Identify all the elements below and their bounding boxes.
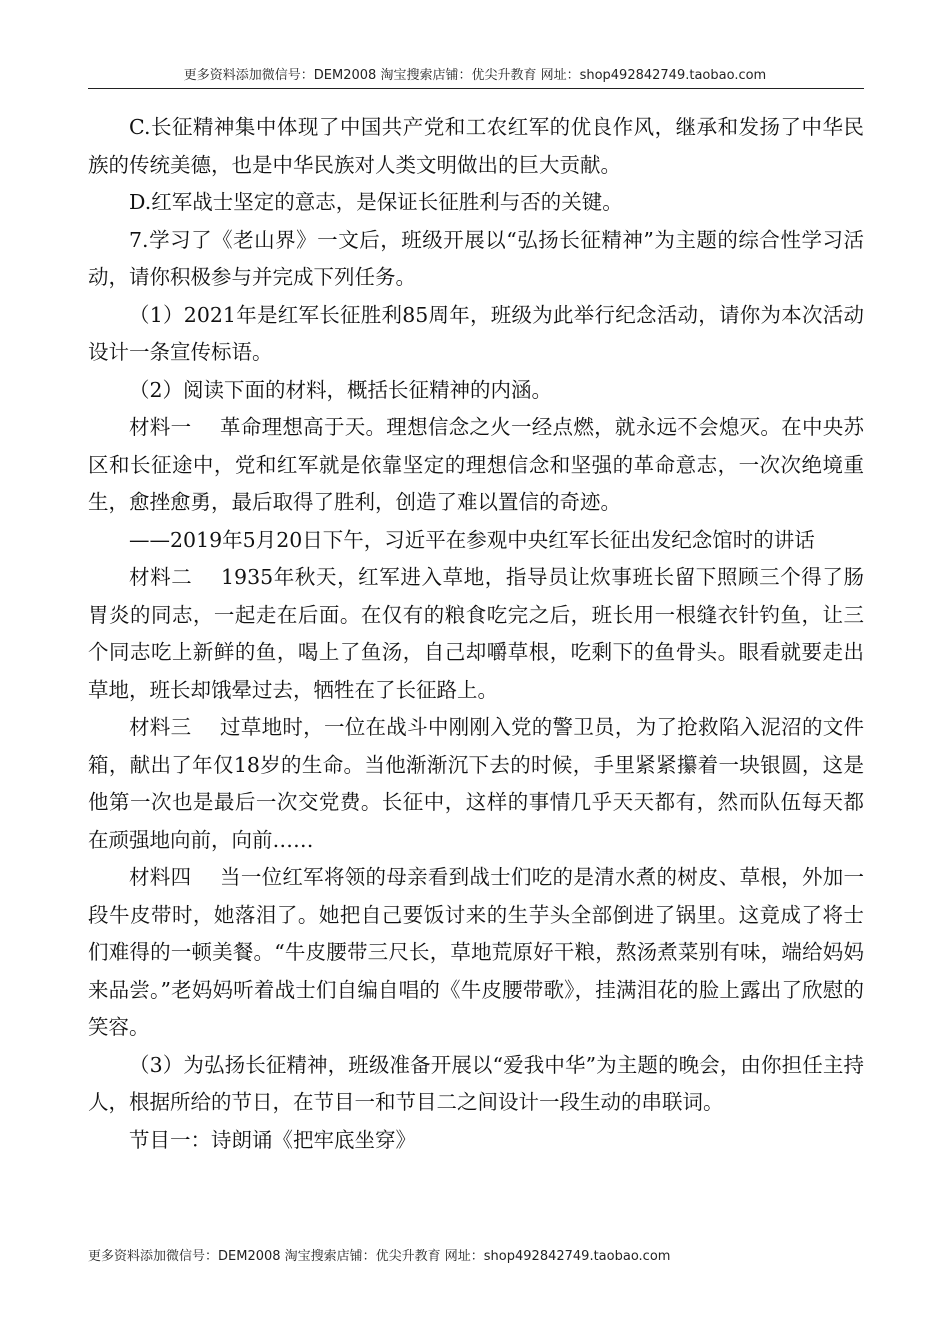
task-3: （3）为弘扬长征精神，班级准备开展以“爱我中华”为主题的晚会，由你担任主持人，根据所给的节日，在节目一和节目二之间设计一段生动的串联词。 — [88, 1052, 864, 1114]
material-4-text: 当一位红军将领的母亲看到战士们吃的是清水煮的树皮、草根，外加一段牛皮带时，她落泪了。她把自己要饭讨来的生芋头全部倒进了锅里。这竟成了将士们难得的一顿美餐。“牛皮腰带三尺长，草地荒原好干粮，熬汤煮菜别有味，端给妈妈来品尝。”老妈妈听着战士们自编自唱的《牛皮腰带歌》，挂满泪花的脸上露出了欣慰的笑容。 — [88, 865, 865, 1039]
task-2: （2）阅读下面的材料，概括长征精神的内涵。 — [129, 377, 553, 402]
option-d: D.红军战士坚定的意志，是保证长征胜利与否的关键。 — [129, 190, 623, 214]
material-4-label: 材料四 — [129, 865, 192, 889]
page-footer: 更多资料添加微信号：DEM2008 淘宝搜索店铺：优尖升教育 网址：shop492842749.taobao.com — [88, 1249, 671, 1264]
page-header: 更多资料添加微信号：DEM2008 淘宝搜索店铺：优尖升教育 网址：shop492842749.taobao.com — [183, 68, 767, 83]
material-3 — [88, 709, 864, 859]
material-3-label: 材料三 — [129, 715, 192, 739]
question-7: 7.学习了《老山界》一文后，班级开展以“弘扬长征精神”为主题的综合性学习活动，请你积极参与并完成下列任务。 — [88, 227, 864, 289]
material-2-label: 材料二 — [129, 565, 193, 589]
material-1 — [88, 409, 864, 522]
program-1: 节目一：诗朗诵《把牢底坐穿》 — [129, 1127, 416, 1152]
option-c: C.长征精神集中体现了中国共产党和工农红军的优良作风，继承和发扬了中华民族的传统美德，也是中华民族对人类文明做出的巨大贡献。 — [88, 115, 864, 177]
header-divider — [88, 88, 864, 89]
material-3-text: 过草地时，一位在战斗中刚刚入党的警卫员，为了抢救陷入泥沼的文件箱，献出了年仅18岁的生命。当他渐渐沉下去的时候，手里紧紧攥着一块银圆，这是他第一次也是最后一次交党费。长征中，这样的事情几乎天天都有，然而队伍每天都在顽强地向前，向前…… — [88, 715, 865, 852]
document-body — [88, 109, 864, 1159]
material-4 — [88, 859, 864, 1047]
material-1-text: 革命理想高于天。理想信念之火一经点燃，就永远不会熄灭。在中央苏区和长征途中，党和红军就是依靠坚定的理想信念和坚强的革命意志，一次次绝境重生，愈挫愈勇，最后取得了胜利，创造了难以置信的奇迹。 — [88, 415, 865, 514]
material-1-source: ——2019年5月20日下午，习近平在参观中央红军长征出发纪念馆时的讲话 — [129, 527, 815, 552]
task-1: （1）2021年是红军长征胜利85周年，班级为此举行纪念活动，请你为本次活动设计一条宣传标语。 — [88, 302, 864, 364]
material-2 — [88, 559, 864, 709]
material-2-text: 1935年秋天，红军进入草地，指导员让炊事班长留下照顾三个得了肠胃炎的同志，一起走在后面。在仅有的粮食吃完之后，班长用一根缝衣针钓鱼，让三个同志吃上新鲜的鱼，喝上了鱼汤，自己却嚼草根，吃剩下的鱼骨头。眼看就要走出草地，班长却饿晕过去，牺牲在了长征路上。 — [88, 565, 865, 702]
material-1-label: 材料一 — [129, 415, 192, 439]
